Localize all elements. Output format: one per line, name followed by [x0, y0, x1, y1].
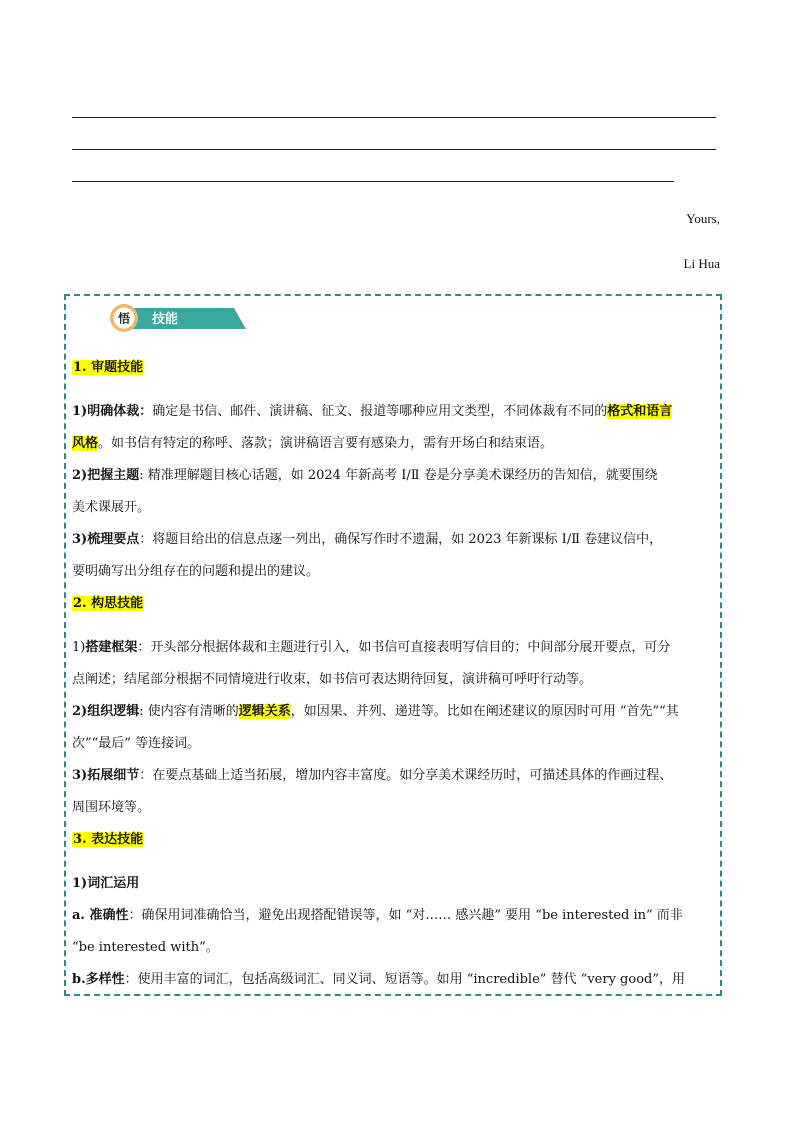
paragraph-3-1-line-1: a. 准确性：确保用词准确恰当，避免出现搭配错误等，如 “对…… 感兴趣” 要用 “be interested in” 而非	[72, 908, 683, 923]
paragraph-2-3-line-2: 周围环境等。	[72, 800, 151, 815]
badge-icon-char: 悟	[117, 311, 131, 326]
letter-closing: Yours,	[686, 211, 720, 226]
writing-line-2	[72, 149, 716, 150]
paragraph-2-2-line-1: 2)组织逻辑: 使内容有清晰的逻辑关系，如因果、并列、递进等。比如在阐述建议的原因时可用 “首先”“其	[72, 704, 679, 719]
writing-line-1	[72, 117, 716, 118]
paragraph-2-1-line-1: 1)搭建框架：开头部分根据体裁和主题进行引入，如书信可直接表明写信目的；中间部分展开要点，可分	[72, 640, 671, 655]
paragraph-3-1-line-2: “be interested with”。	[72, 940, 219, 955]
skills-badge	[106, 302, 266, 334]
section-heading-2: 2. 构思技能	[73, 596, 144, 611]
paragraph-1-2-line-1: 2)把握主题: 精准理解题目核心话题，如 2024 年新高考 Ⅰ/Ⅱ 卷是分享美术课经历的告知信，就要围绕	[72, 468, 658, 483]
paragraph-1-2-line-2: 美术课展开。	[72, 500, 151, 515]
paragraph-2-2-line-2: 次”“最后” 等连接词。	[72, 736, 201, 751]
paragraph-3-2-line-1: b.多样性：使用丰富的词汇，包括高级词汇、同义词、短语等。如用 “incredible” 替代 “very good”，用	[72, 972, 686, 987]
letter-signature-name: Li Hua	[683, 256, 720, 271]
paragraph-2-3-line-1: 3)拓展细节：在要点基础上适当拓展，增加内容丰富度。如分享美术课经历时，可描述具体的作画过程、	[72, 768, 673, 783]
paragraph-1-1-line-1: 1)明确体裁：确定是书信、邮件、演讲稿、征文、报道等哪种应用文类型，不同体裁有不同的格式和语言	[72, 404, 673, 419]
writing-line-3	[72, 181, 674, 182]
skills-box	[64, 294, 722, 996]
badge-label: 技能	[152, 312, 179, 327]
section-heading-3: 3. 表达技能	[73, 832, 144, 847]
paragraph-1-1-line-2: 风格。如书信有特定的称呼、落款；演讲稿语言要有感染力，需有开场白和结束语。	[72, 436, 554, 451]
paragraph-1-3-line-2: 要明确写出分组存在的问题和提出的建议。	[72, 564, 320, 579]
subheading-vocabulary: 1)词汇运用	[72, 876, 140, 891]
section-heading-1: 1. 审题技能	[73, 360, 144, 375]
paragraph-1-3-line-1: 3)梳理要点：将题目给出的信息点逐一列出，确保写作时不遗漏，如 2023 年新课标 Ⅰ/Ⅱ 卷建议信中，	[72, 532, 663, 547]
badge-ribbon	[128, 308, 246, 329]
paragraph-2-1-line-2: 点阐述；结尾部分根据不同情境进行收束，如书信可表达期待回复，演讲稿可呼吁行动等。	[72, 672, 593, 687]
